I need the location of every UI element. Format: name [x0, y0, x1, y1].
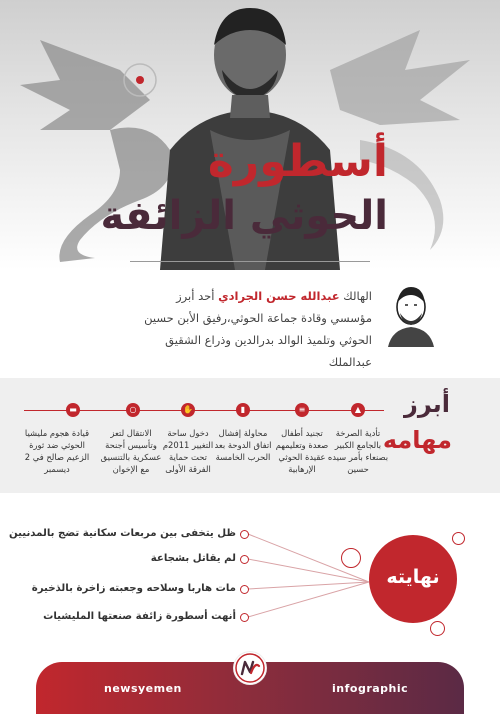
ending-title: نهايته: [386, 566, 440, 588]
ending-item-2: لم يقاتل بشجاعة: [150, 553, 236, 564]
decor-dot: [136, 76, 144, 84]
portrait-sketch: [382, 281, 440, 347]
duty-item-3: محاولة إفشال اتفاق الدوحة بعد الحرب الخامسة: [214, 428, 272, 462]
ending-item-3: مات هاربا وسلاحه وجعبته زاخرة بالذخيرة: [31, 583, 236, 594]
ending-item-1: ظل يتخفى بين مربعات سكانية تضج بالمدنيين: [8, 528, 236, 539]
decor-ring-small-bottom: [430, 621, 445, 636]
logo-mark-icon: [234, 652, 266, 684]
intro-prefix: الهالك: [339, 289, 372, 303]
dragon-wing-right: [330, 30, 470, 125]
intro-name: عبدالله حسن الجرادي: [218, 289, 340, 303]
books-icon: ≡: [295, 403, 309, 417]
title-divider: [130, 261, 370, 262]
footer-label: infographic: [332, 682, 409, 695]
bulb-icon: ○: [126, 403, 140, 417]
ending-badge: [369, 535, 457, 623]
ending-bullet-1: [240, 530, 249, 539]
duty-item-4: دخول ساحة التغيير 2011م تحت حماية الفرقة الأولى: [162, 428, 214, 474]
man-neck: [230, 95, 270, 118]
decor-ring-small-top: [452, 532, 465, 545]
duties-title-line2: مهامه: [382, 426, 452, 454]
dragon-wing-left: [20, 40, 150, 130]
ending-bullet-2: [240, 555, 249, 564]
duty-item-5: الانتقال لتعز وتأسيس أجنحة عسكرية بالتنسيق مع الإخوان: [100, 428, 162, 474]
hand-icon: ✋: [181, 403, 195, 417]
page-title-line2: الحوثي الزائفة: [100, 193, 388, 239]
ending-item-4: أنهت أسطورة زائفة صنعتها المليشيات: [43, 611, 236, 622]
ending-bullet-4: [240, 613, 249, 622]
chart-icon: ▮: [236, 403, 250, 417]
ending-bullet-3: [240, 585, 249, 594]
duty-item-2: تجنيد أطفال صعدة وتعليمهم عقيدة الحوثي الإرهابية: [275, 428, 329, 474]
mosque-icon: ▲: [351, 403, 365, 417]
decor-ring-large: [341, 548, 361, 568]
portrait-icon: [382, 281, 440, 347]
footer-brand: newsyemen: [104, 682, 182, 695]
fort-icon: ▬: [66, 403, 80, 417]
newsyemen-logo: [234, 652, 266, 684]
intro-rest: أحد أبرز مؤسسي وقادة جماعة الحوثي،رفيق الأبن حسين الحوثي وتلميذ الوالد بدرالدين وذراع الشقيق عبدالملك: [144, 289, 372, 369]
duty-item-6: قيادة هجوم مليشيا الحوثي ضد ثورة الزعيم صالح في 2 ديسمبر: [24, 428, 90, 474]
intro-paragraph: [140, 285, 372, 373]
duty-item-1: تأدية الصرخة بالجامع الكبير بصنعاء بأمر سيده حسين: [327, 428, 389, 474]
page-title-line1: أسطورة: [207, 136, 388, 187]
duties-title-line1: أبرز: [404, 390, 450, 418]
